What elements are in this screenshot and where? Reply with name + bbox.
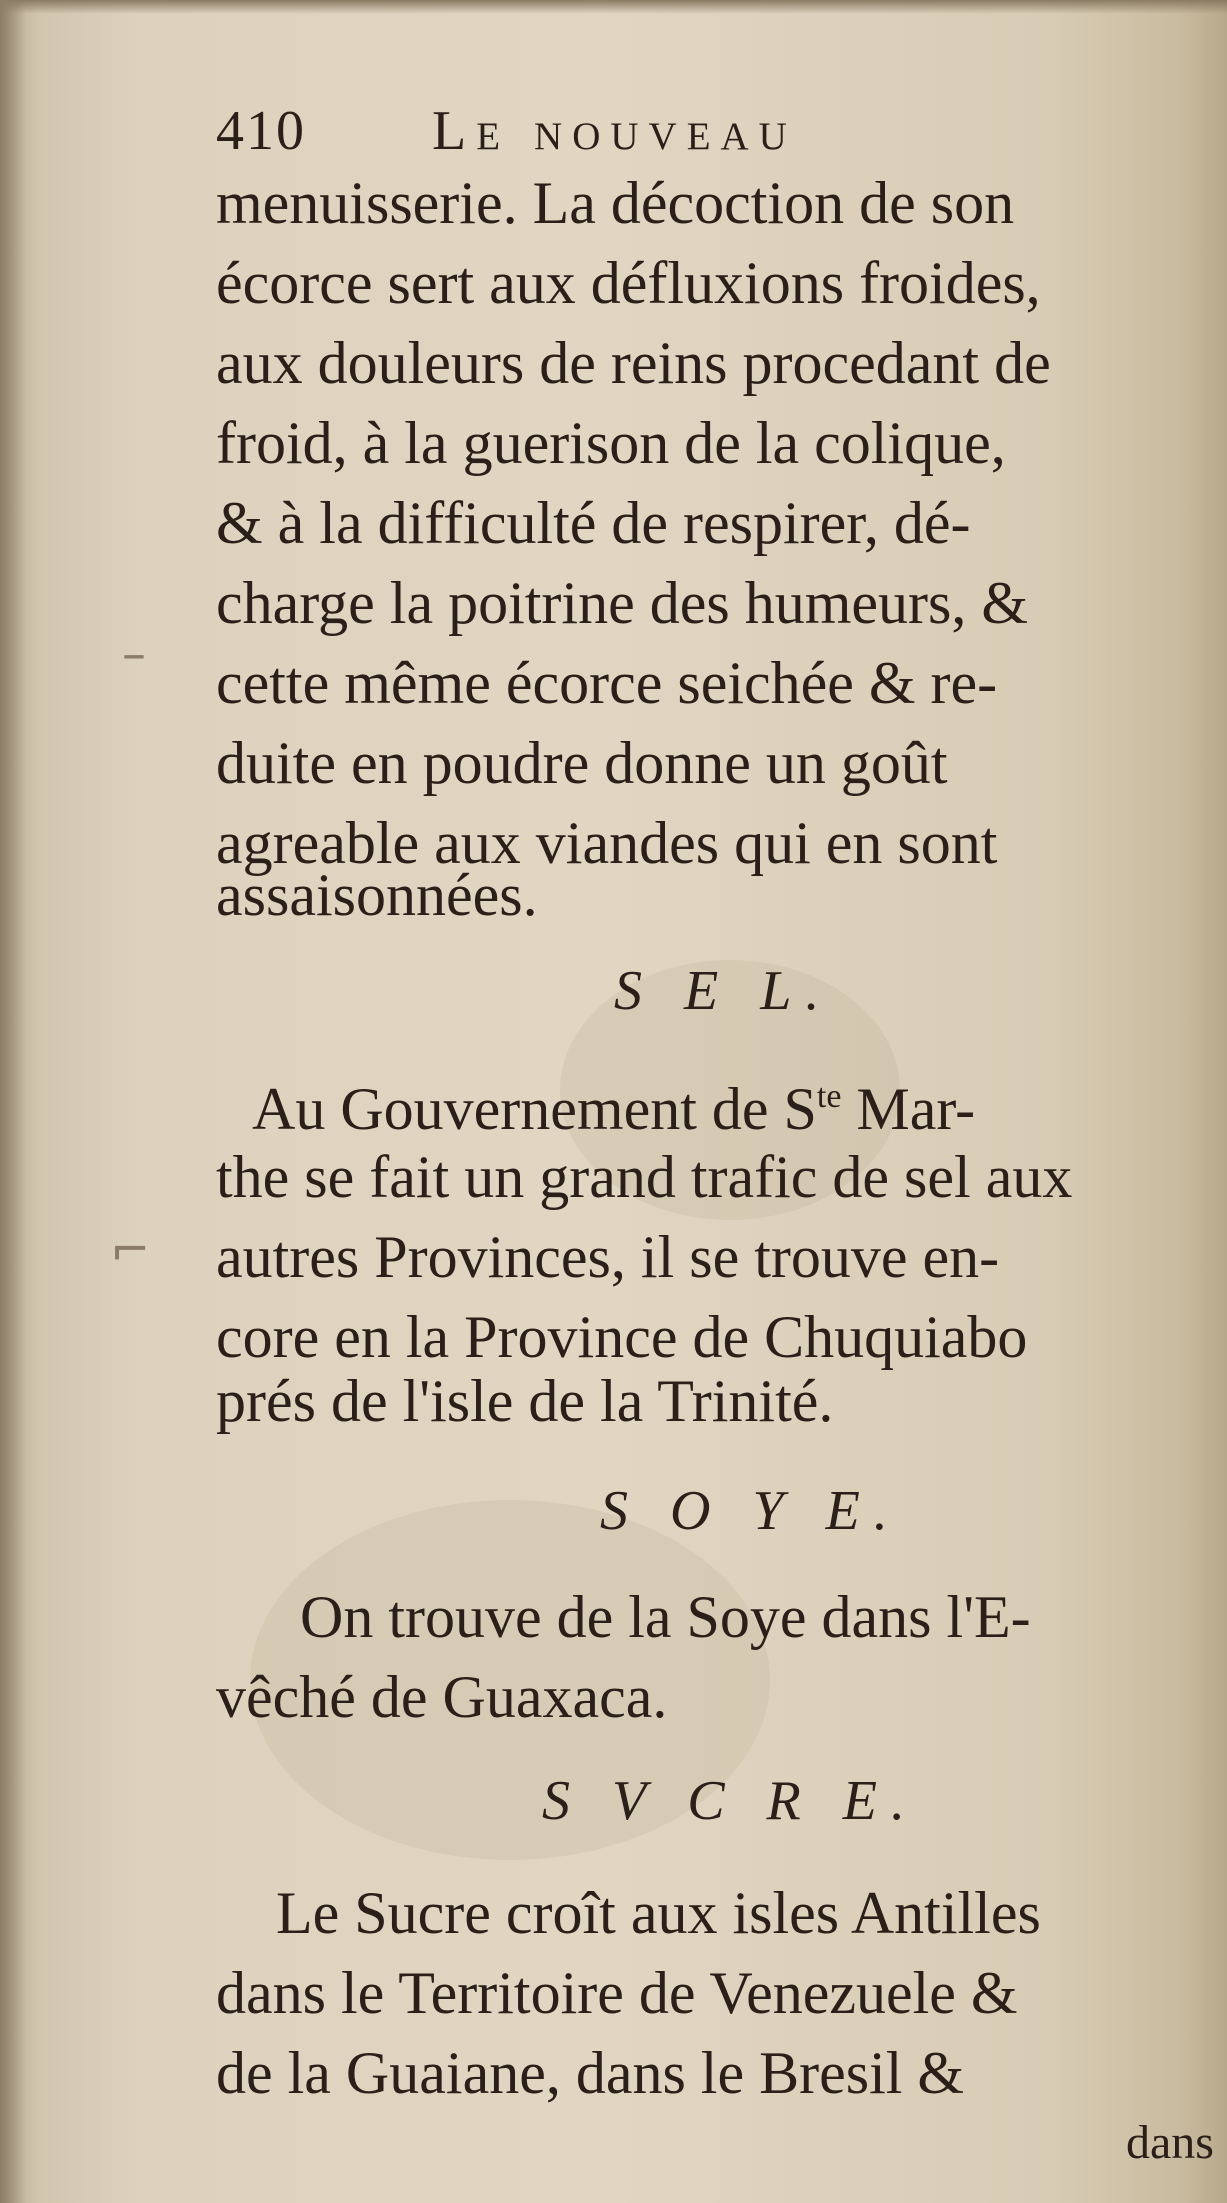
text-line: écorce sert aux défluxions froides, xyxy=(216,250,1041,316)
text-line: autres Provinces, il se trouve en- xyxy=(216,1224,1000,1290)
text-line: Le Sucre croît aux isles Antilles xyxy=(276,1880,1041,1946)
text-line: duite en poudre donne un goût xyxy=(216,730,948,796)
text-line: froid, à la guerison de la colique, xyxy=(216,410,1006,476)
text-line: vêché de Guaxaca. xyxy=(216,1664,668,1730)
section-heading-sel: S E L. xyxy=(614,960,834,1022)
text-line: cette même écorce seichée & re- xyxy=(216,650,998,716)
text-line: On trouve de la Soye dans l'E- xyxy=(300,1584,1031,1650)
running-header xyxy=(216,96,797,166)
section-heading-sucre: S V C R E. xyxy=(542,1770,919,1832)
page-top-shadow xyxy=(0,0,1227,14)
text-line: core en la Province de Chuquiabo xyxy=(216,1304,1028,1370)
book-spine-shadow xyxy=(0,0,26,2203)
text-line: dans le Territoire de Venezuele & xyxy=(216,1960,1018,2026)
text-line-segment: Au Gouvernement de S xyxy=(252,1076,817,1142)
superscript: te xyxy=(816,1078,842,1115)
text-line xyxy=(252,1062,975,1144)
catchword: dans xyxy=(1126,2116,1214,2169)
text-line-segment: Mar- xyxy=(841,1076,976,1142)
margin-mark: – xyxy=(122,626,146,682)
section-heading-soye: S O Y E. xyxy=(600,1480,902,1542)
text-line: menuisserie. La décoction de son xyxy=(216,170,1015,236)
text-line: de la Guaiane, dans le Bresil & xyxy=(216,2040,965,2106)
running-title: Le nouveau xyxy=(432,100,797,162)
text-line: the se fait un grand trafic de sel aux xyxy=(216,1144,1073,1210)
text-line: aux douleurs de reins procedant de xyxy=(216,330,1051,396)
text-line: charge la poitrine des humeurs, & xyxy=(216,570,1028,636)
text-line: & à la difficulté de respirer, dé- xyxy=(216,490,971,556)
text-line: prés de l'isle de la Trinité. xyxy=(216,1368,834,1434)
text-line: assaisonnées. xyxy=(216,862,538,928)
text-line: agreable aux viandes qui en sont xyxy=(216,810,998,876)
margin-mark: ⌐ xyxy=(110,1222,151,1278)
page-number: 410 xyxy=(216,100,306,162)
